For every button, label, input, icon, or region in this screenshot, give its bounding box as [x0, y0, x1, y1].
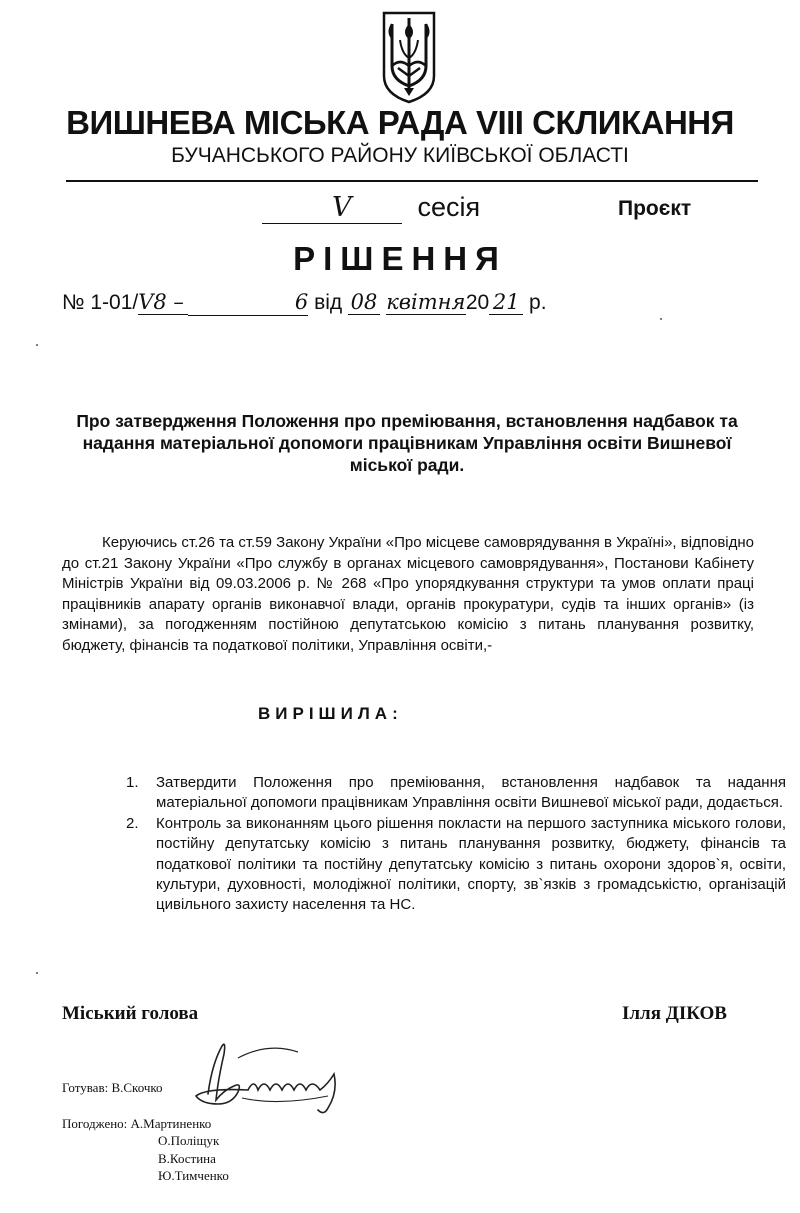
number-handwritten: V8 –: [138, 290, 188, 315]
from-label: від: [314, 291, 343, 314]
resolved-heading: ВИРІШИЛА:: [258, 704, 403, 723]
scan-speck: [660, 318, 662, 320]
scan-speck: [36, 344, 38, 346]
item-number: 1.: [126, 774, 139, 791]
number-suffix-handwritten: 6: [294, 290, 309, 314]
session-label: сесія: [417, 192, 481, 222]
day-handwritten: 08: [348, 290, 380, 315]
trident-coat-of-arms-icon: [380, 10, 438, 104]
approved-by-names: [158, 1132, 229, 1185]
approver-name: О.Поліщук: [158, 1133, 220, 1148]
month-handwritten: квітня: [386, 290, 466, 314]
resolution-items: [126, 773, 786, 916]
council-title: ВИШНЕВА МІСЬКА РАДА VIII СКЛИКАННЯ: [66, 104, 734, 141]
year-handwritten: 21: [489, 290, 523, 315]
approver-name: В.Костина: [158, 1150, 216, 1166]
header-divider: [66, 180, 758, 182]
council-subtitle: БУЧАНСЬКОГО РАЙОНУ КИЇВСЬКОЇ ОБЛАСТІ: [171, 144, 629, 167]
preamble-paragraph: Керуючись ст.26 та ст.59 Закону України «Про місцеве самоврядування в Україні», відповідно до ст.21 Закону України «Про службу в органах місцевого самоврядування», Постанови Кабінету Міністрів України від 09.03.2006 р. № 268 «Про упорядкування структури та умов оплати праці працівників апарату органів виконавчої влади, органів прокуратури, судів та інших органів» (із змінами), за погодженням постійною депутатською комісію з питань планування розвитку, бюджету, фінансів та податкової політики, Управління освіти,-: [62, 534, 754, 654]
number-prefix: № 1-01/: [62, 291, 139, 314]
mayor-label: Міський голова: [62, 1003, 199, 1024]
item-text: Контроль за виконанням цього рішення покласти на першого заступника міського голови, постійну депутатську комісію з питань планування розвитку, бюджету, фінансів та податкової політики та постійну депутатську комісію з питань охорони здоров`я, освіти, культури, духовності, молодіжної політики, спорту, зв`язків з громадськістю, організацій цивільного захисту населення та НС.: [156, 814, 786, 914]
project-label: Проєкт: [618, 197, 692, 220]
resolution-item: [126, 773, 786, 814]
year-prefix: 20: [465, 291, 490, 314]
approved-by-label: Погоджено: А.Мартиненко: [62, 1116, 212, 1131]
decision-number-line: [62, 290, 547, 316]
prepared-by: Готував: В.Скочко: [62, 1080, 163, 1095]
item-text: Затвердити Положення про преміювання, встановлення надбавок та надання матеріальної допомоги працівникам Управління освіти Вишневої міської ради, додається.: [156, 774, 786, 812]
session-number-handwritten: V: [332, 192, 352, 223]
item-number: 2.: [126, 814, 139, 832]
session-number-blank: [262, 192, 402, 224]
approver-name: Ю.Тимченко: [158, 1168, 229, 1183]
mayor-name: Ілля ДІКОВ: [622, 1003, 727, 1024]
session-line: [262, 192, 480, 224]
decision-title: РІШЕННЯ: [293, 240, 507, 277]
year-suffix: р.: [529, 291, 547, 314]
resolution-item: [126, 814, 786, 916]
handwritten-signature: [178, 1034, 378, 1122]
decision-subject: Про затвердження Положення про преміювання, встановлення надбавок та надання матеріальної допомоги працівникам Управління освіти Вишневої міської ради.: [76, 411, 738, 475]
scan-speck: [36, 972, 38, 974]
